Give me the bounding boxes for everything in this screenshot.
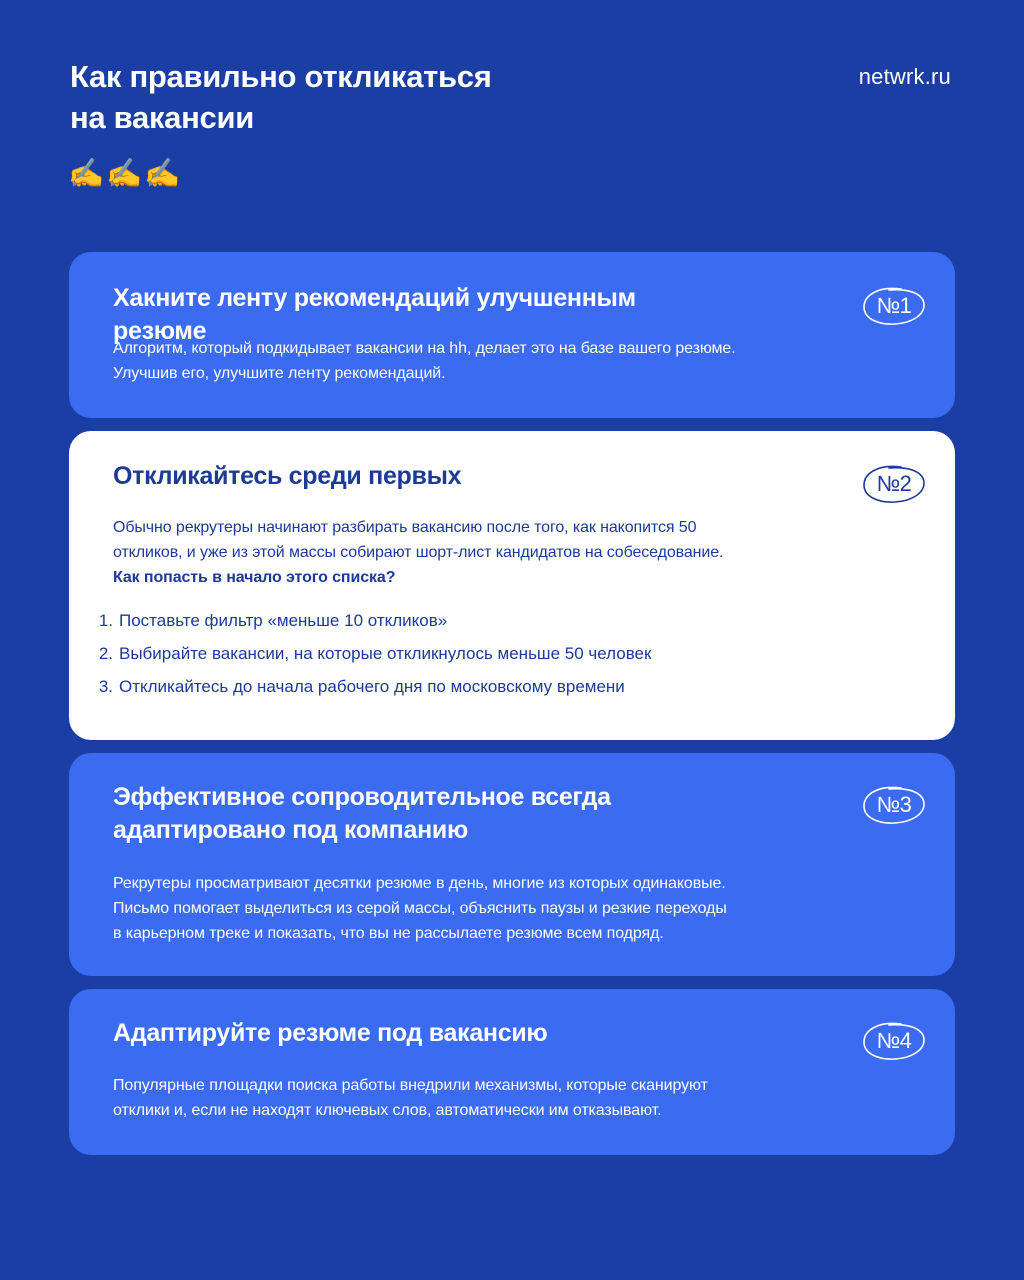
tip-card-text [113, 1073, 803, 1123]
number-badge [861, 783, 927, 827]
number-badge-label: №2 [876, 471, 912, 496]
number-badge [861, 462, 927, 506]
tip-card-text-line: Рекрутеры просматривают десятки резюме в день, многие из которых одинаковые. [113, 875, 726, 892]
number-badge [861, 1019, 927, 1063]
tip-card-4 [69, 989, 955, 1155]
page-title-line: Как правильно откликаться [70, 59, 492, 94]
tip-card-text-line: Обычно рекрутеры начинают разбирать вакансию после того, как накопится 50 [113, 519, 697, 536]
number-badge-label: №1 [876, 293, 912, 318]
writing-hand-emoji-row: ✍️✍️✍️ [68, 156, 183, 190]
page-title [70, 56, 630, 138]
tip-card-text-line: Улучшив его, улучшите ленту рекомендаций. [113, 365, 446, 382]
list-item-number: 3. [98, 677, 113, 696]
tip-card-question: Как попасть в начало этого списка? [113, 569, 396, 586]
list-item-text: Поставьте фильтр «меньше 10 откликов» [119, 611, 448, 630]
tip-card-text-line: Алгоритм, который подкидывает вакансии на hh, делает это на базе вашего резюме. [113, 340, 736, 357]
tip-card-title-line: адаптировано под компанию [113, 816, 468, 844]
number-badge [861, 284, 927, 328]
number-badge-label: №4 [876, 1028, 912, 1053]
tip-card-text [113, 871, 803, 946]
tip-card-title-line: Хакните ленту рекомендаций улучшенным резюме [113, 284, 636, 345]
list-item [87, 670, 651, 703]
tip-card-title [113, 1017, 733, 1050]
list-item [87, 637, 651, 670]
tip-card-title [113, 781, 733, 847]
list-item-text: Откликайтесь до начала рабочего дня по московскому времени [119, 677, 625, 696]
page-title-line: на вакансии [70, 100, 255, 135]
list-item-text: Выбирайте вакансии, на которые откликнулось меньше 50 человек [119, 644, 652, 663]
list-item [87, 604, 651, 637]
tip-card-text-line: отклики и, если не находят ключевых слов, автоматически им отказывают. [113, 1102, 662, 1119]
tip-card-title-line: Откликайтесь среди первых [113, 462, 462, 490]
tip-card-text-line: откликов, и уже из этой массы собирают шорт-лист кандидатов на собеседование. [113, 544, 724, 561]
tip-card-3 [69, 753, 955, 976]
steps-list [87, 604, 651, 703]
brand-link[interactable]: netwrk.ru [858, 64, 951, 89]
tip-card-text [113, 515, 803, 590]
tip-card-title-line: Адаптируйте резюме под вакансию [113, 1019, 548, 1047]
list-item-number: 1. [98, 611, 113, 630]
tip-card-2 [69, 431, 955, 740]
number-badge-label: №3 [876, 792, 912, 817]
tip-card-title-line: Эффективное сопроводительное всегда [113, 783, 611, 811]
tip-card-text-line: Письмо помогает выделиться из серой массы, объяснить паузы и резкие переходы [113, 900, 727, 917]
tip-card-text-line: в карьерном треке и показать, что вы не рассылаете резюме всем подряд. [113, 925, 664, 942]
tip-card-1 [69, 252, 955, 418]
tip-card-text-line: Популярные площадки поиска работы внедрили механизмы, которые сканируют [113, 1077, 708, 1094]
tip-card-text [113, 336, 803, 386]
list-item-number: 2. [98, 644, 113, 663]
tip-card-title [113, 460, 733, 493]
